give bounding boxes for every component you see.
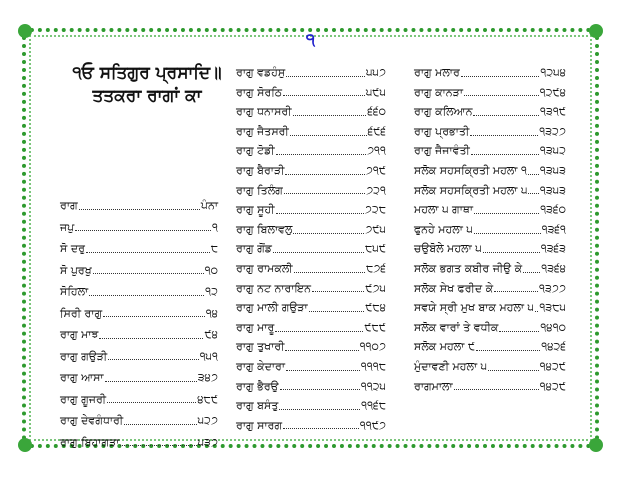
- corner-ornament: [18, 438, 32, 452]
- heading: [62, 62, 232, 108]
- entry-page-number: ੬੯੬: [367, 124, 386, 138]
- entry-name: ਰਾਗੁ ਮਲਾਰ: [414, 66, 460, 79]
- entry-page-number: ੧੧੨੫: [360, 379, 386, 393]
- entry-page-number: ੧੧੬੮: [361, 399, 386, 413]
- index-entry: [60, 281, 218, 303]
- entry-name: ਰਾਗੁ ਗਉੜੀ: [60, 349, 108, 363]
- dot-leader: [470, 126, 538, 136]
- dot-leader: [108, 350, 198, 360]
- index-column-3: [414, 63, 566, 396]
- entry-page-number: ੯੮੪: [365, 301, 386, 315]
- index-entry: [60, 346, 218, 368]
- index-entry: [414, 181, 566, 201]
- entry-page-number: ੯੭੫: [365, 281, 386, 295]
- index-entry: [236, 122, 386, 142]
- dot-leader: [276, 204, 364, 214]
- dot-leader: [79, 200, 200, 210]
- entry-name: ਰਾਗੁ ਵਡਹੰਸੁ: [236, 66, 286, 79]
- corner-ornament: [589, 438, 603, 452]
- entry-page-number: ੧੪੨੬: [541, 340, 566, 354]
- index-entry: [236, 83, 386, 103]
- entry-page-number: ੬੬੦: [367, 105, 386, 119]
- entry-name: ਰਾਗੁ ਸੋਰਠਿ: [236, 85, 283, 99]
- entry-name: ਸਲੋਕ ਸਹਸਕ੍ਰਿਤੀ ਮਹਲਾ ੫: [414, 183, 528, 197]
- dot-leader: [464, 86, 539, 96]
- entry-name: ਰਾਗੁ ਕਲਿਆਨ: [414, 105, 473, 119]
- entry-name: ਰਾਗੁ ਬਸੰਤੁ: [236, 399, 279, 413]
- index-entry: [414, 122, 566, 142]
- entry-page-number: ੧੪: [205, 306, 218, 320]
- entry-name: ਰਾਗੁ ਆਸਾ: [60, 371, 104, 384]
- entry-name: ਰਾਗੁ ਧਨਾਸਰੀ: [236, 105, 292, 119]
- dot-leader: [286, 67, 365, 77]
- index-entry: [414, 220, 566, 240]
- index-entry: [236, 220, 386, 240]
- entry-name: ਸੋ ਪੁਰਖੁ: [60, 263, 92, 277]
- entry-page-number: ੧: [212, 220, 218, 234]
- dot-leader: [476, 341, 540, 351]
- entry-page-number: ੭੯੫: [365, 222, 386, 236]
- index-entry: [414, 259, 566, 279]
- entry-name: ਸੋਹਿਲਾ: [60, 285, 89, 298]
- index-entry: [60, 410, 218, 432]
- entry-name: ਰਾਗੁ ਤੁਖਾਰੀ: [236, 340, 285, 354]
- entry-page-number: ੧੩੫੩: [539, 163, 566, 177]
- entry-name: ਰਾਗੁ ਗੂਜਰੀ: [60, 392, 107, 406]
- entry-page-number: ੮: [210, 242, 218, 255]
- entry-page-number: ੧੧੦੭: [359, 340, 386, 354]
- entry-page-number: ੧੪੧੦: [540, 320, 566, 334]
- entry-name: ਰਾਗੁ ਭੈਰਉ: [236, 379, 279, 393]
- page-subtitle: ਤਤਕਰਾ ਰਾਗਾਂ ਕਾ: [92, 86, 202, 106]
- entry-name: ਚਉਬੋਲੇ ਮਹਲਾ ੫: [414, 242, 482, 256]
- entry-name: ਰਾਗੁ ਜੈਜਾਵੰਤੀ: [414, 144, 470, 158]
- dot-leader: [124, 415, 196, 425]
- index-entry: [414, 279, 566, 299]
- entry-name: ਰਾਗੁ ਨਟ ਨਾਰਾਇਨ: [236, 281, 311, 295]
- dot-leader: [285, 165, 364, 175]
- entry-page-number: ੧੪੨੯: [539, 379, 566, 393]
- entry-name: ਰਾਗੁ ਰਾਮਕਲੀ: [236, 261, 293, 275]
- entry-page-number: ੧੩੫੩: [539, 183, 566, 197]
- index-entry: [414, 377, 566, 397]
- dot-leader: [535, 302, 538, 312]
- entry-page-number: ੧੩੧੯: [540, 105, 566, 119]
- dot-leader: [309, 302, 365, 312]
- index-entry: [236, 259, 386, 279]
- entry-page-number: ੧੩੬੦: [540, 203, 566, 217]
- index-entry: [414, 141, 566, 161]
- index-entry: [60, 217, 218, 239]
- index-entry: [414, 239, 566, 259]
- index-entry: [60, 324, 218, 346]
- index-entry: [60, 303, 218, 325]
- index-entry: [414, 161, 566, 181]
- dot-leader: [279, 400, 360, 410]
- entry-page-number: ੧੨੯੪: [539, 85, 566, 99]
- dot-leader: [103, 307, 205, 317]
- index-entry: [414, 200, 566, 220]
- dot-leader: [471, 145, 539, 155]
- index-entry: [414, 63, 566, 83]
- dot-leader: [483, 243, 540, 253]
- entry-page-number: ੯੮੯: [364, 320, 386, 334]
- index-entry: [60, 432, 218, 454]
- entry-page-number: ੮੭੬: [366, 261, 386, 275]
- index-entry: [236, 63, 386, 83]
- entry-name: ਰਾਗਮਾਲਾ: [414, 379, 453, 393]
- index-entry: [236, 357, 386, 377]
- dot-leader: [89, 286, 204, 296]
- entry-name: ਸਲੋਕ ਭਗਤ ਕਬੀਰ ਜੀਉ ਕੇ: [414, 261, 523, 275]
- entry-page-number: ੧੩੨੭: [539, 124, 566, 138]
- entry-page-number: ੫੯੫: [365, 85, 386, 99]
- entry-page-number: ੧੧੧੮: [360, 359, 386, 373]
- entry-page-number: ੫੨੭: [197, 414, 218, 427]
- dot-leader: [105, 372, 197, 382]
- entry-name: ਰਾਗ: [60, 199, 78, 212]
- entry-name: ਰਾਗੁ ਜੈਤਸਰੀ: [236, 124, 289, 138]
- entry-name: ਰਾਗੁ ਸਾਰਗ: [236, 418, 283, 432]
- entry-page-number: ੯੪: [204, 328, 218, 341]
- dot-leader: [494, 282, 538, 292]
- entry-page-number: ੭੨੮: [364, 203, 386, 217]
- index-entry: [414, 102, 566, 122]
- page-title: ੧ਓ ਸਤਿਗੁਰ ਪ੍ਰਸਾਦਿ॥: [72, 63, 222, 83]
- dot-leader: [107, 393, 196, 403]
- index-entry: [414, 357, 566, 377]
- entry-name: ਰਾਗੁ ਕੇਦਾਰਾ: [236, 359, 286, 373]
- dot-leader: [93, 264, 204, 274]
- entry-page-number: ੭੧੧: [366, 144, 386, 158]
- index-entry: [236, 377, 386, 397]
- index-entry: [414, 298, 566, 318]
- index-entry: [236, 337, 386, 357]
- dot-leader: [283, 419, 359, 429]
- index-entry: [414, 337, 566, 357]
- entry-page-number: ੧੩੬੩: [540, 242, 566, 256]
- entry-name: ਰਾਗੁ ਬਿਹਾਗੜਾ: [60, 435, 120, 449]
- entry-page-number: ੧੦: [204, 263, 218, 277]
- entry-name: ਰਾਗੁ ਗੋਂਡ: [236, 242, 272, 256]
- index-column-1: [60, 195, 218, 453]
- entry-page-number: ੧੨: [205, 285, 218, 298]
- entry-page-number: ੧੩੫੨: [539, 144, 566, 158]
- dot-leader: [473, 106, 539, 116]
- dot-leader: [293, 224, 364, 234]
- dot-leader: [280, 380, 360, 390]
- index-entry: [414, 83, 566, 103]
- dot-leader: [312, 282, 364, 292]
- index-entry: [236, 161, 386, 181]
- entry-page-number: ਪੰਨਾ: [200, 199, 218, 212]
- index-entry: [236, 279, 386, 299]
- index-entry: [414, 318, 566, 338]
- entry-name: ਰਾਗੁ ਦੇਵਗੰਧਾਰੀ: [60, 414, 124, 427]
- entry-name: ਜਪੁ: [60, 220, 75, 234]
- entry-name: ਰਾਗੁ ਮਾਲੀ ਗਉੜਾ: [236, 301, 308, 315]
- entry-name: ਰਾਗੁ ਮਾਰੂ: [236, 320, 275, 334]
- index-entry: [236, 298, 386, 318]
- dot-leader: [461, 67, 540, 77]
- dot-leader: [275, 322, 363, 332]
- entry-name: ਸਲੋਕ ਵਾਰਾਂ ਤੇ ਵਧੀਕ: [414, 320, 499, 334]
- dot-leader: [474, 224, 541, 234]
- dot-leader: [454, 380, 539, 390]
- entry-page-number: ੧੩੭੭: [538, 281, 566, 295]
- entry-page-number: ੧੨੫੪: [540, 66, 566, 79]
- entry-name: ਰਾਗੁ ਟੋਡੀ: [236, 144, 275, 158]
- entry-name: ਮਹਲਾ ੫ ਗਾਥਾ: [414, 203, 473, 217]
- index-entry: [60, 389, 218, 411]
- entry-name: ਰਾਗੁ ਸੂਹੀ: [236, 203, 275, 217]
- dot-leader: [294, 263, 365, 273]
- entry-page-number: ੧੩੮੫: [539, 301, 566, 315]
- entry-page-number: ੧੩੬੧: [541, 222, 566, 236]
- dot-leader: [284, 184, 365, 194]
- dot-leader: [293, 106, 367, 116]
- index-entry: [236, 396, 386, 416]
- entry-page-number: ੧੪੨੯: [539, 359, 566, 373]
- entry-name: ਸਵਯੇ ਸ੍ਰੀ ਮੁਖ ਬਾਕ ਮਹਲਾ ੫: [414, 301, 535, 315]
- dot-leader: [75, 221, 211, 231]
- dot-leader: [273, 243, 364, 253]
- index-entry: [236, 200, 386, 220]
- entry-page-number: ੧੩੬੪: [541, 261, 566, 275]
- entry-name: ਸਿਰੀ ਰਾਗੁ: [60, 306, 103, 320]
- entry-name: ਰਾਗੁ ਮਾਝ: [60, 328, 99, 341]
- page-number: ੧: [305, 30, 316, 50]
- index-column-2: [236, 63, 386, 435]
- entry-page-number: ੫੫੭: [365, 66, 386, 79]
- dot-leader: [488, 361, 539, 371]
- entry-name: ਸੋ ਦਰੁ: [60, 242, 85, 255]
- index-entry: [236, 141, 386, 161]
- dot-leader: [99, 329, 203, 339]
- entry-page-number: ੧੫੧: [199, 349, 218, 363]
- entry-page-number: ੮੫੯: [365, 242, 386, 256]
- entry-name: ਰਾਗੁ ਪ੍ਰਭਾਤੀ: [414, 124, 470, 138]
- dot-leader: [276, 145, 366, 155]
- dot-leader: [86, 243, 210, 253]
- entry-name: ਫੁਨਹੇ ਮਹਲਾ ੫: [414, 222, 473, 236]
- dot-leader: [285, 341, 358, 351]
- dot-leader: [474, 204, 539, 214]
- dot-leader: [499, 322, 539, 332]
- entry-page-number: ੧੧੯੭: [359, 418, 386, 432]
- entry-page-number: ੪੮੯: [197, 392, 218, 406]
- index-entry: [60, 367, 218, 389]
- entry-page-number: ੩੪੭: [197, 371, 218, 384]
- dot-leader: [120, 436, 196, 446]
- entry-name: ਸਲੋਕ ਸਹਸਕ੍ਰਿਤੀ ਮਹਲਾ ੧: [414, 163, 527, 177]
- index-entry: [60, 195, 218, 217]
- dot-leader: [286, 361, 360, 371]
- entry-name: ਰਾਗੁ ਤਿਲੰਗ: [236, 183, 283, 197]
- dot-leader: [290, 126, 367, 136]
- entry-page-number: ੭੨੧: [366, 183, 386, 197]
- dot-leader: [523, 263, 540, 273]
- index-entry: [236, 239, 386, 259]
- entry-page-number: ੭੧੯: [365, 163, 386, 177]
- entry-name: ਮੁੰਦਾਵਣੀ ਮਹਲਾ ੫: [414, 359, 488, 373]
- index-entry: [236, 181, 386, 201]
- index-entry: [60, 238, 218, 260]
- dot-leader: [283, 86, 365, 96]
- entry-name: ਸਲੋਕ ਮਹਲਾ ੯: [414, 340, 476, 354]
- entry-name: ਰਾਗੁ ਕਾਨੜਾ: [414, 85, 463, 99]
- entry-name: ਰਾਗੁ ਬੈਰਾੜੀ: [236, 163, 285, 177]
- dot-leader: [528, 184, 538, 194]
- entry-page-number: ੫੩੭: [197, 435, 218, 449]
- dot-leader: [528, 165, 539, 175]
- index-entry: [60, 260, 218, 282]
- index-entry: [236, 318, 386, 338]
- index-entry: [236, 416, 386, 436]
- entry-name: ਸਲੋਕ ਸੇਖ ਫਰੀਦ ਕੇ: [414, 281, 494, 295]
- index-entry: [236, 102, 386, 122]
- entry-name: ਰਾਗੁ ਬਿਲਾਵਲੁ: [236, 222, 293, 236]
